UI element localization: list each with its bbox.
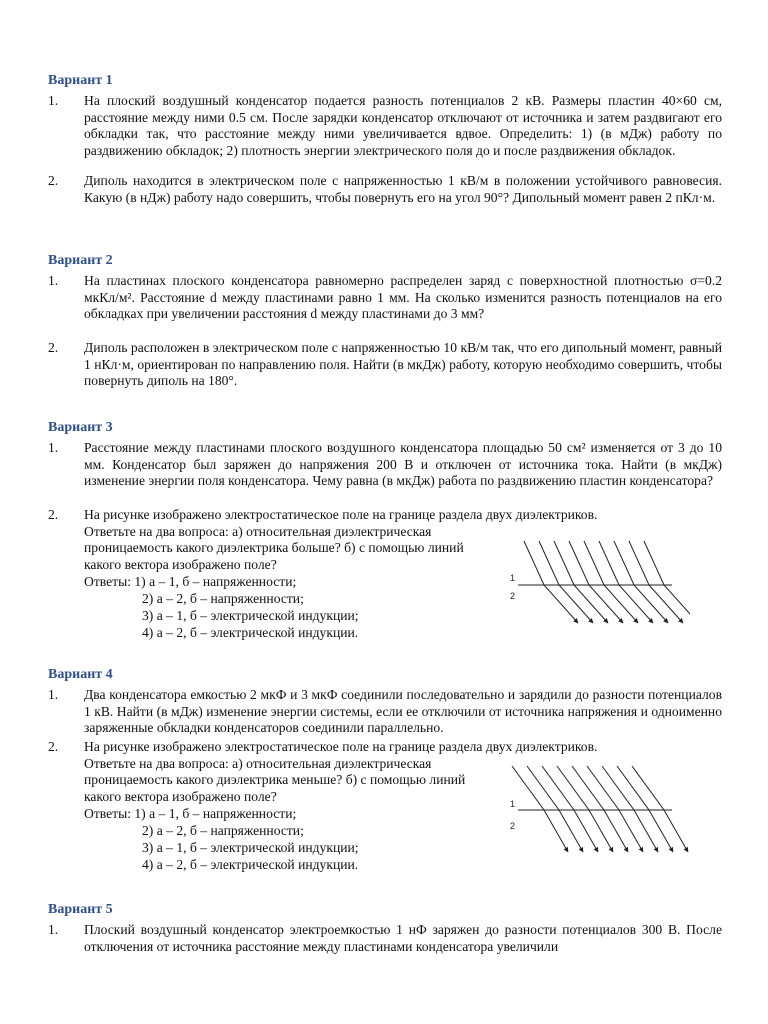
variant-3-problem-1 [48,440,722,490]
field-line [542,766,598,852]
problem-number: 1. [48,273,59,288]
variant-2-problem-2 [48,340,722,390]
variant-1-title: Вариант 1 [48,73,113,88]
variant-5-problem-1 [48,922,722,955]
field-line [629,541,683,623]
field-line [539,541,593,623]
field-line [527,766,583,852]
field-line [524,541,578,623]
field-lines [524,541,690,623]
variant-4-problem-1 [48,687,722,737]
problem-text: Плоский воздушный конденсатор электроемкостью 1 нФ заряжен до разности потенциалов 300 В. После отключения от источника расстояние между пластинами конденсатора увеличили [84,922,722,954]
answer-option: 4) а – 2, б – электрической индукции. [142,625,359,640]
answer-option: 4) а – 2, б – электрической индукции. [142,857,359,872]
problem-number: 1. [48,922,59,937]
problem-text: На пластинах плоского конденсатора равномерно распределен заряд с поверхностной плотностью σ=0.2 мкКл/м². Расстояние d между пластинами равно 1 мм. На сколько изменится разность потенциалов на его обкладках при увеличении расстояния d между пластинами до 3 мм? [84,273,722,322]
field-line [587,766,643,852]
variant-4-field-figure [500,765,690,865]
problem-number: 2. [48,340,59,355]
variant-2-problem-1 [48,273,722,323]
variant-4-title: Вариант 4 [48,667,113,682]
problem-question: Ответьте на два вопроса: а) относительная диэлектрическая проницаемость какого диэлектрика больше? б) с помощью линий какого вектора изображено поле? [84,523,464,572]
variant-3-answers [84,573,359,641]
variant-1-problem-2 [48,173,722,206]
problem-number: 2. [48,173,59,188]
variant-3-title: Вариант 3 [48,420,113,435]
problem-number: 1. [48,440,59,455]
answers-label: Ответы: 1) а – 1, б – напряженности; [84,806,297,821]
problem-text: Диполь находится в электрическом поле с напряженностью 1 кВ/м в положении устойчивого равновесия. Какую (в нДж) работу надо совершить, чтобы повернуть его на угол 90°? Дипольный момент равен 2 пКл·м. [84,173,722,205]
field-line [614,541,668,623]
problem-question: Ответьте на два вопроса: а) относительная диэлектрическая проницаемость какого диэлектрика меньше? б) с помощью линий какого вектора изображено поле? [84,755,466,804]
field-line [557,766,613,852]
problem-text: На плоский воздушный конденсатор подается разность потенциалов 2 кВ. Размеры пластин 40×60 см, расстояние между ними 0.5 см. После зарядки конденсатор отключают от источника и затем раздвигают его обкладки так, что расстояние между ними увеличивается вдвое. Определить: 1) (в мДж) работу по раздвижению обкладок; 2) плотность энергии электрического поля до и после раздвижения обкладок. [84,93,722,158]
problem-text: Расстояние между пластинами плоского воздушного конденсатора площадью 50 см² изменяется от 3 до 10 мм. Конденсатор был заряжен до напряжения 200 В и отключен от источника тока. Найти (в мкДж) изменение энергии поля конденсатора. Чему равна (в мкДж) работа по раздвижению пластин конденсатора? [84,440,722,489]
answers-label: Ответы: 1) а – 1, б – напряженности; [84,574,297,589]
field-line [584,541,638,623]
answer-option: 3) а – 1, б – электрической индукции; [142,840,359,855]
problem-number: 2. [48,507,59,522]
field-line [512,766,568,852]
medium-2-label: 2 [510,821,516,831]
answer-option: 3) а – 1, б – электрической индукции; [142,608,359,623]
field-line [602,766,658,852]
field-line [599,541,653,623]
answer-option: 2) а – 2, б – напряженности; [142,823,304,838]
field-line [617,766,673,852]
problem-text: На рисунке изображено электростатическое поле на границе раздела двух диэлектриков. [84,739,598,754]
field-line [569,541,623,623]
problem-number: 2. [48,739,59,754]
field-lines [512,766,688,852]
variant-5-title: Вариант 5 [48,902,113,917]
variant-2-title: Вариант 2 [48,253,113,268]
answer-option: 2) а – 2, б – напряженности; [142,591,304,606]
variant-1-problem-1 [48,93,722,159]
variant-3-field-figure [500,535,690,635]
problem-text: Диполь расположен в электрическом поле с напряженностью 10 кВ/м так, что его дипольный момент, равный 1 нКл·м, ориентирован по направлению поля. Найти (в мкДж) работу, которую необходимо совершить, чтобы повернуть диполь на 180°. [84,340,722,389]
problem-text: Два конденсатора емкостью 2 мкФ и 3 мкФ соединили последовательно и зарядили до разности потенциалов 1 кВ. Найти (в мДж) изменение энергии системы, если ее отключили от источника напряжения и одноименно заряженные обкладки конденсаторов соединили параллельно. [84,687,722,736]
field-line [554,541,608,623]
medium-1-label: 1 [510,573,516,583]
field-line [572,766,628,852]
problem-number: 1. [48,93,59,108]
problem-text: На рисунке изображено электростатическое поле на границе раздела двух диэлектриков. [84,507,598,522]
problem-number: 1. [48,687,59,702]
field-line [632,766,688,852]
field-line [644,541,690,623]
variant-4-answers [84,805,359,873]
medium-2-label: 2 [510,591,516,601]
medium-1-label: 1 [510,799,516,809]
